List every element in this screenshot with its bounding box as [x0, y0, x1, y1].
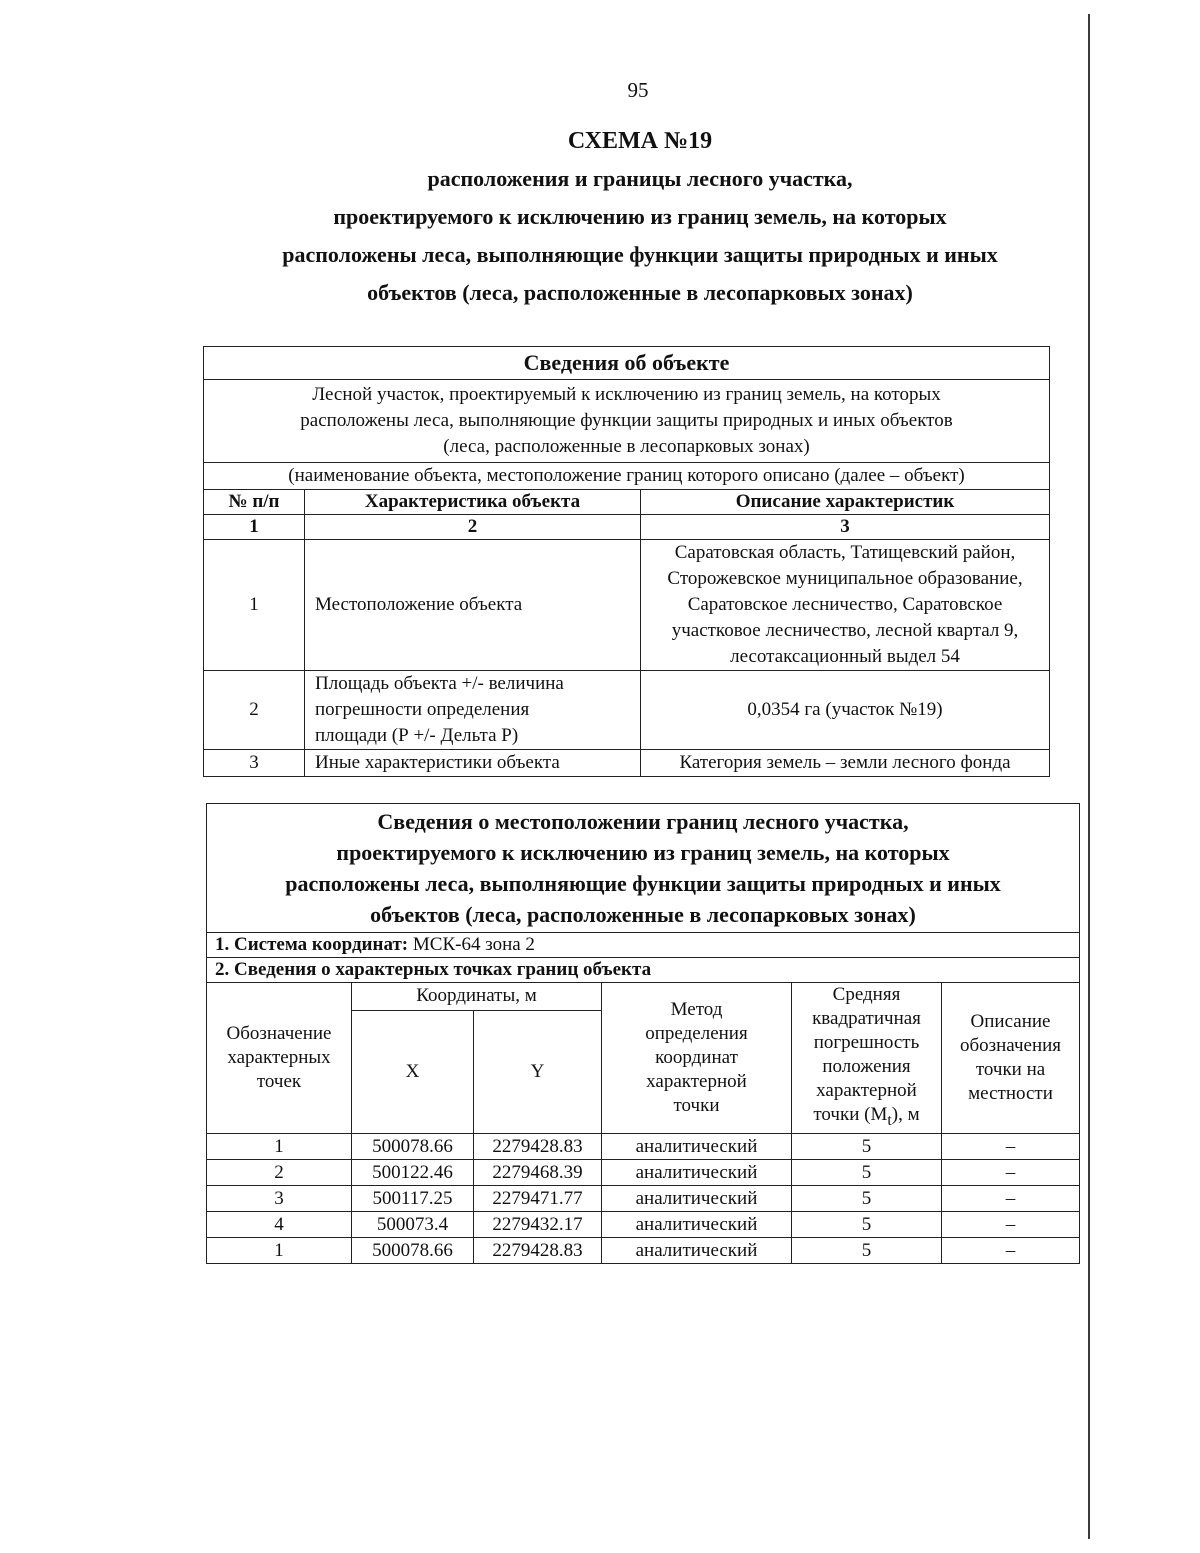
heading-title: СХЕМА №19 — [567, 128, 713, 154]
boundary-points-table — [206, 803, 1080, 1264]
header-text: координат — [655, 1046, 738, 1068]
coord-system-row — [207, 933, 1080, 958]
header-num: № п/п — [204, 490, 305, 515]
header-text: квадратичная — [812, 1008, 921, 1029]
cell-point: 2 — [207, 1159, 352, 1185]
cell-x: 500122.46 — [352, 1159, 474, 1185]
cell-method: аналитический — [602, 1237, 792, 1263]
header-point-desc — [942, 983, 1080, 1134]
row-num: 1 — [204, 540, 305, 671]
header-text: обозначения — [959, 1034, 1062, 1056]
cell-error: 5 — [792, 1211, 942, 1237]
header-text: характерной — [646, 1070, 747, 1092]
row-characteristic — [305, 750, 641, 777]
description-line: 0,0354 га (участок №19) — [747, 699, 943, 720]
table-row — [207, 1159, 1080, 1185]
header-text: местности — [968, 1082, 1053, 1104]
header-description: Описание характеристик — [641, 490, 1050, 515]
object-name-note: (наименование объекта, местоположение границ которого описано (далее – объект) — [204, 463, 1050, 490]
table-row — [207, 1133, 1080, 1159]
cell-desc: – — [942, 1237, 1080, 1263]
header-text-part: ), м — [891, 1104, 920, 1125]
heading-line: расположены леса, выполняющие функции защиты природных и иных — [282, 242, 998, 267]
cell-method: аналитический — [602, 1211, 792, 1237]
characteristic-line: площади (Р +/- Дельта Р) — [315, 725, 519, 746]
header-error — [792, 983, 942, 1134]
heading-line: объектов (леса, расположенные в лесопарковых зонах) — [367, 280, 913, 305]
object-description-row — [204, 380, 1050, 463]
object-description-line: Лесной участок, проектируемый к исключению из границ земель, на которых — [312, 384, 941, 405]
cell-y: 2279428.83 — [474, 1133, 602, 1159]
row-characteristic — [305, 540, 641, 671]
cell-y: 2279428.83 — [474, 1237, 602, 1263]
cell-point: 3 — [207, 1185, 352, 1211]
header-subscript: t — [887, 1111, 892, 1129]
boundary-title-line: объектов (леса, расположенные в лесопарковых зонах) — [370, 902, 916, 927]
coord-system-value: МСК-64 зона 2 — [412, 934, 535, 955]
row-description — [641, 671, 1050, 750]
table-row — [204, 540, 1050, 671]
description-line: Категория земель – земли лесного фонда — [679, 752, 1011, 773]
boundary-title-line: расположены леса, выполняющие функции защиты природных и иных — [285, 871, 1001, 896]
col-number: 3 — [641, 515, 1050, 540]
boundary-table-title — [207, 804, 1080, 933]
characteristic-line: погрешности определения — [315, 699, 530, 720]
description-line: Саратовское лесничество, Саратовское — [687, 594, 1003, 615]
object-table-title: Сведения об объекте — [204, 347, 1050, 380]
header-y: Y — [474, 1010, 602, 1133]
header-text: точки на — [975, 1058, 1046, 1080]
cell-error: 5 — [792, 1159, 942, 1185]
cell-x: 500073.4 — [352, 1211, 474, 1237]
heading-line: расположения и границы лесного участка, — [427, 166, 853, 191]
header-characteristic: Характеристика объекта — [305, 490, 641, 515]
table-row — [207, 1211, 1080, 1237]
points-section-label: 2. Сведения о характерных точках границ объекта — [215, 959, 652, 980]
points-section-row — [207, 958, 1080, 983]
boundary-table-title-row — [207, 804, 1080, 933]
header-coordinates: Координаты, м — [352, 983, 602, 1011]
cell-x: 500078.66 — [352, 1133, 474, 1159]
col-number: 1 — [204, 515, 305, 540]
header-text: погрешность — [813, 1032, 920, 1053]
header-text: Обозначение — [226, 1022, 332, 1044]
description-line: участковое лесничество, лесной квартал 9, — [671, 620, 1019, 641]
object-description — [204, 380, 1050, 463]
page-number: 95 — [627, 78, 649, 102]
characteristic-line: Иные характеристики объекта — [315, 752, 560, 773]
col-number: 2 — [305, 515, 641, 540]
boundary-header-row — [207, 983, 1080, 1011]
object-table-title-row — [204, 347, 1050, 380]
cell-point: 1 — [207, 1237, 352, 1263]
points-section — [207, 958, 1080, 983]
cell-y: 2279471.77 — [474, 1185, 602, 1211]
header-text: Описание — [970, 1010, 1051, 1032]
header-x: X — [352, 1010, 474, 1133]
cell-method: аналитический — [602, 1185, 792, 1211]
object-col-number-row — [204, 515, 1050, 540]
table-row — [207, 1237, 1080, 1263]
table-row — [204, 671, 1050, 750]
object-description-line: (леса, расположенные в лесопарковых зонах) — [443, 436, 810, 457]
row-num: 2 — [204, 671, 305, 750]
object-info-table — [203, 346, 1050, 777]
header-text: точки — [673, 1094, 720, 1116]
header-text: характерной — [816, 1080, 917, 1101]
cell-method: аналитический — [602, 1133, 792, 1159]
boundary-title-line: проектируемого к исключению из границ земель, на которых — [336, 840, 950, 865]
cell-error: 5 — [792, 1133, 942, 1159]
row-characteristic — [305, 671, 641, 750]
cell-error: 5 — [792, 1237, 942, 1263]
cell-desc: – — [942, 1185, 1080, 1211]
document-heading — [190, 122, 1090, 312]
row-num: 3 — [204, 750, 305, 777]
row-description — [641, 750, 1050, 777]
cell-desc: – — [942, 1211, 1080, 1237]
header-text: характерных — [227, 1046, 331, 1068]
heading-line: проектируемого к исключению из границ земель, на которых — [333, 204, 947, 229]
header-text: положения — [822, 1056, 911, 1077]
cell-method: аналитический — [602, 1159, 792, 1185]
coord-system-label: 1. Система координат: — [215, 934, 409, 955]
cell-desc: – — [942, 1159, 1080, 1185]
characteristic-line: Местоположение объекта — [315, 594, 523, 615]
header-text — [798, 1103, 935, 1133]
cell-error: 5 — [792, 1185, 942, 1211]
cell-y: 2279468.39 — [474, 1159, 602, 1185]
object-description-line: расположены леса, выполняющие функции защиты природных и иных объектов — [300, 410, 953, 431]
description-line: Саратовская область, Татищевский район, — [674, 542, 1016, 563]
cell-x: 500117.25 — [352, 1185, 474, 1211]
header-text: Средняя — [832, 984, 901, 1005]
header-text: определения — [645, 1022, 748, 1044]
header-method — [602, 983, 792, 1134]
object-name-note-row — [204, 463, 1050, 490]
characteristic-line: Площадь объекта +/- величина — [315, 673, 564, 694]
object-header-row — [204, 490, 1050, 515]
cell-x: 500078.66 — [352, 1237, 474, 1263]
cell-point: 4 — [207, 1211, 352, 1237]
row-description — [641, 540, 1050, 671]
header-text: точек — [256, 1070, 302, 1092]
boundary-title-line: Сведения о местоположении границ лесного участка, — [377, 809, 909, 834]
table-row — [207, 1185, 1080, 1211]
header-text: Метод — [670, 998, 723, 1020]
table-row — [204, 750, 1050, 777]
header-designation — [207, 983, 352, 1134]
description-line: Сторожевское муниципальное образование, — [667, 568, 1023, 589]
cell-y: 2279432.17 — [474, 1211, 602, 1237]
cell-point: 1 — [207, 1133, 352, 1159]
description-line: лесотаксационный выдел 54 — [730, 646, 960, 667]
cell-desc: – — [942, 1133, 1080, 1159]
coord-system — [207, 933, 1080, 958]
header-text-part: точки (M — [813, 1104, 888, 1125]
